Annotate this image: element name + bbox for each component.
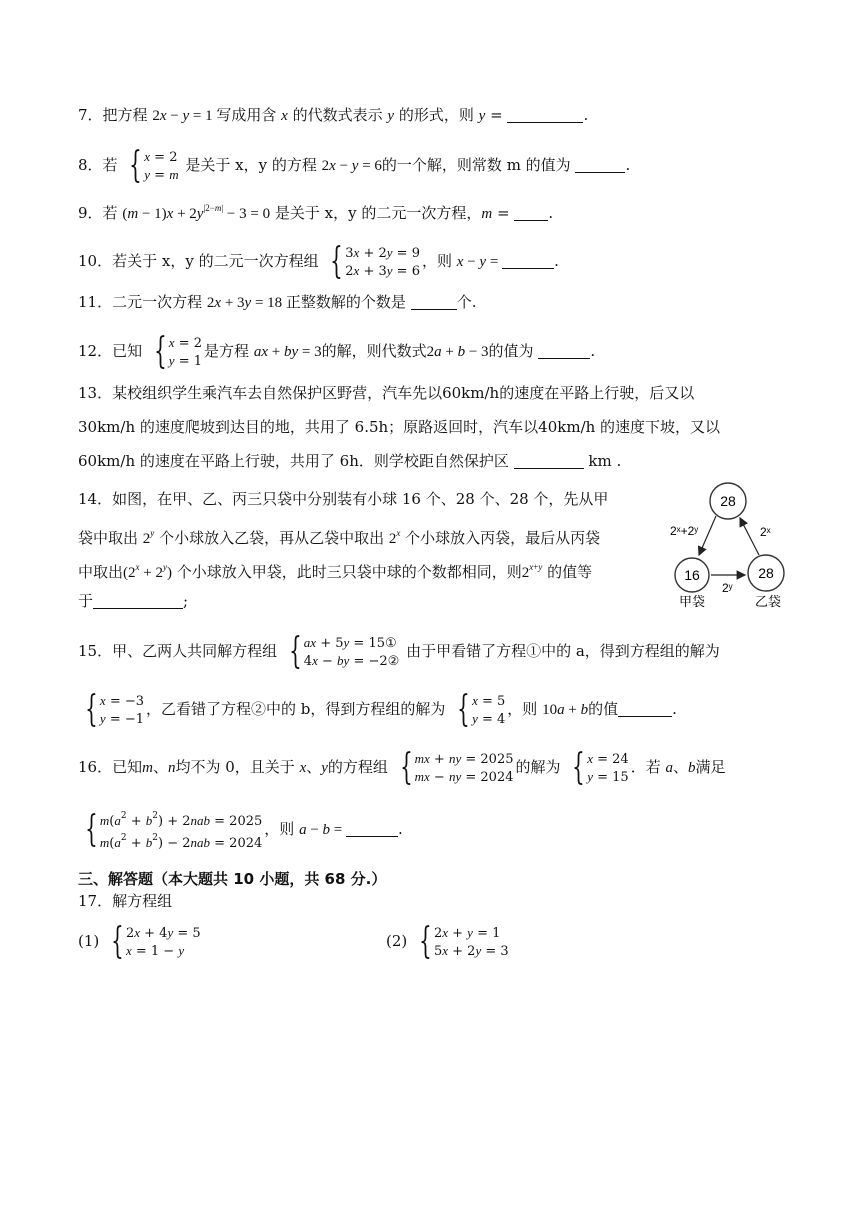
- answer-blank[interactable]: [575, 156, 625, 173]
- bag-top-value: 28: [720, 493, 736, 509]
- question-15: 15．甲、乙两人共同解方程组 { ax + 5y = 15① 4x − by = −2② 由于甲看错了方程①中的 a，得到方程组的解为: [78, 631, 720, 672]
- question-13: 13．某校组织学生乘汽车去自然保护区野营，汽车先以60km/h的速度在平路上行驶，后又以: [78, 384, 695, 402]
- question-15-line-2: { x = −3 y = −1 ，乙看错了方程②中的 b，得到方程组的解为 { x = 5 y = 4 ，则 10a + b的值 .: [78, 692, 677, 728]
- question-9: 9．若 $(m - 1)x + 2y^{|2-m|} - 3 = 0$ 是关于 x，y 的二元一次方程，m = .: [78, 203, 554, 222]
- question-8: 8．若 { x = 2 y = m 是关于 x，y 的方程 2x − y = 6的一个解，则常数 m 的值为 .: [78, 145, 631, 186]
- answer-blank[interactable]: [514, 452, 584, 469]
- equation-system: { x = 5 y = 4: [457, 689, 506, 730]
- equation-system: { 3x + 2y = 9 2x + 3y = 6: [330, 241, 420, 282]
- bag-jia-value: 16: [684, 567, 700, 583]
- question-14: 14．如图，在甲、乙、丙三只袋中分别装有小球 16 个、28 个、28 个，先从甲: [78, 490, 609, 508]
- question-12: 12．已知 { x = 2 y = 1 是方程 ax + by = 3的解，则代数式2a + b − 3的值为 .: [78, 331, 596, 372]
- arrow-left-label: 2ˣ+2ʸ: [670, 524, 699, 538]
- equation-system: { 2x + y = 1 5x + 2y = 3: [419, 921, 509, 962]
- equation-system: { x = 24 y = 15: [572, 747, 629, 788]
- equation-system: { x = −3 y = −1: [85, 689, 145, 730]
- answer-blank[interactable]: [618, 700, 672, 717]
- equation-system: { $m(a^2 + b^2) + 2nab = 2025$ $m(a^2 + b^2) - 2nab = 2024$: [85, 809, 263, 851]
- bag-yi-label: 乙袋: [754, 594, 782, 609]
- arrow-yi-to-top: [740, 518, 759, 555]
- arrow-top-to-jia: [699, 516, 716, 555]
- question-13-line-3: 60km/h 的速度在平路上行驶，共用了 6h．则学校距自然保护区 km .: [78, 452, 622, 470]
- equation: $(m - 1)x + 2y^{|2-m|} - 3 = 0$: [122, 203, 271, 222]
- question-16-line-2: { $m(a^2 + b^2) + 2nab = 2025$ $m(a^2 + b^2) - 2nab = 2024$ ，则 a − b = .: [78, 808, 403, 852]
- answer-blank[interactable]: [411, 293, 457, 310]
- question-17-title: 17．解方程组: [78, 892, 173, 910]
- section-3-heading: 三、解答题（本大题共 10 小题，共 68 分.）: [78, 870, 387, 888]
- answer-blank[interactable]: [93, 592, 183, 609]
- question-10: 10．若关于 x，y 的二元一次方程组 { 3x + 2y = 9 2x + 3y = 6 ，则 x − y = .: [78, 241, 559, 282]
- bag-diagram: [668, 480, 818, 610]
- answer-blank[interactable]: [514, 204, 548, 221]
- equation-system: { x = 2 y = 1: [154, 331, 203, 372]
- arrow-right-label: 2ˣ: [760, 525, 771, 539]
- bag-jia-label: 甲袋: [678, 594, 706, 609]
- arrow-bottom-label: 2ʸ: [722, 581, 733, 595]
- question-14-line-4: 于 ;: [78, 592, 189, 610]
- equation: 2x − y = 1: [152, 108, 217, 124]
- question-13-line-2: 30km/h 的速度爬坡到达目的地，共用了 6.5h；原路返回时，汽车以40km/h 的速度下坡，又以: [78, 418, 721, 436]
- answer-blank[interactable]: [507, 106, 583, 123]
- equation-system: { 2x + 4y = 5 x = 1 − y: [111, 921, 201, 962]
- equation-system: { ax + 5y = 15① 4x − by = −2②: [289, 631, 400, 672]
- answer-blank[interactable]: [346, 820, 398, 837]
- question-14-line-3: 中取出$(2^x + 2^y)$ 个小球放入甲袋，此时三只袋中球的个数都相同，则$2^{x+y}$ 的值等: [78, 562, 593, 581]
- equation-system: { x = 2 y = m: [129, 145, 179, 186]
- answer-blank[interactable]: [538, 342, 590, 359]
- question-16: 16．已知m、n均不为 0，且关于 x、y的方程组 { mx + ny = 2025 mx − ny = 2024 的解为 { x = 24 y = 15 ．若 a、b满足: [78, 747, 726, 788]
- question-11: 11．二元一次方程 2x + 3y = 18 正整数解的个数是 个.: [78, 293, 477, 311]
- question-7: 7．把方程 2x − y = 1 写成用含 x 的代数式表示 y 的形式，则 y = .: [78, 106, 589, 124]
- bag-yi-value: 28: [758, 565, 774, 581]
- question-17-part-2: (2) { 2x + y = 1 5x + 2y = 3: [386, 921, 509, 962]
- answer-blank[interactable]: [502, 252, 554, 269]
- question-17-part-1: (1) { 2x + 4y = 5 x = 1 − y: [78, 921, 201, 962]
- equation-system: { mx + ny = 2025 mx − ny = 2024: [399, 747, 514, 788]
- question-14-line-2: 袋中取出 2$^y$ 个小球放入乙袋，再从乙袋中取出 2$^x$ 个小球放入丙袋，最后从丙袋: [78, 528, 601, 547]
